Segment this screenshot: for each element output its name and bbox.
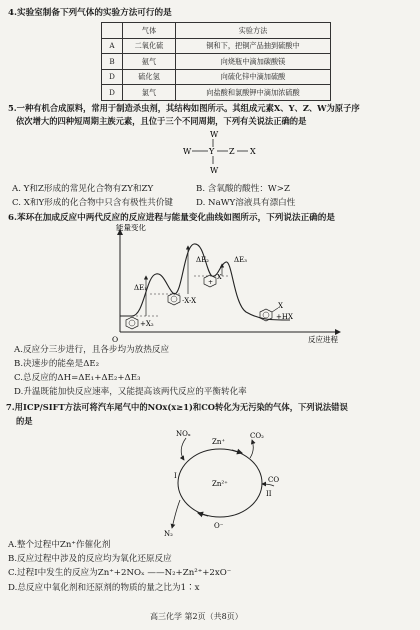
- struct-bottom-w: W: [210, 166, 219, 175]
- table-cell: 铜和下，把铜产品抽到硫酸中: [176, 38, 331, 54]
- q5-stem-line2: 依次增大的四种短周期主族元素，且位于三个不同周期，下列有关说法正确的是: [16, 116, 307, 126]
- node-n2: N₂: [164, 530, 173, 538]
- nox-in-arrow: [181, 438, 186, 460]
- n2-out-arrow: [172, 500, 180, 528]
- table-cell: 气体: [123, 23, 176, 39]
- struct-left-w: W: [183, 147, 192, 156]
- table-cell: 氨气: [123, 54, 176, 70]
- struct-z: Z: [229, 147, 235, 156]
- table-row: [102, 69, 331, 85]
- node-o-minus: O⁻: [214, 522, 224, 530]
- struct-center-y: Y: [209, 147, 215, 156]
- q5-option-a: A. Y和Z形成的常见化合物有ZY和ZY: [12, 184, 154, 194]
- table-row: [102, 23, 331, 39]
- product-x: X: [278, 302, 283, 310]
- q6-option-a: A.反应分三步进行，且各步均为放热反应: [14, 345, 170, 355]
- struct-x: X: [250, 147, 256, 156]
- q5-structure-diagram: [170, 128, 280, 178]
- node-co2: CO₂: [250, 432, 264, 440]
- intermediate-x-x: ·X-X: [182, 297, 197, 305]
- table-cell: D: [102, 85, 123, 101]
- q5-option-b: B. 含氧酸的酸性：W>Z: [196, 184, 290, 194]
- q4-table: [101, 22, 331, 101]
- q6-energy-diagram: [110, 224, 410, 344]
- q7-option-c: C.过程Ⅰ中发生的反应为Zn⁺+2NOₓ ——N₂+Zn²⁺+2xO⁻: [8, 568, 232, 578]
- table-row: [102, 85, 331, 101]
- table-cell: B: [102, 54, 123, 70]
- node-nox: NOₓ: [176, 430, 191, 438]
- q5-option-d: D. NaWY溶液具有漂白性: [196, 198, 296, 208]
- table-cell: 向烧瓶中滴加碳酸镁: [176, 54, 331, 70]
- step-1-label: I: [174, 472, 177, 480]
- table-cell: 氯气: [123, 85, 176, 101]
- q7-cycle-diagram: [150, 428, 290, 538]
- q7-option-d: D.总反应中氧化剂和还原剂的物质的量之比为1∶x: [8, 583, 200, 593]
- table-cell: 向盐酸和氯酸钾中滴加浓硫酸: [176, 85, 331, 101]
- q6-option-c: C.总反应的ΔH=ΔE₁+ΔE₂+ΔE₃: [14, 373, 141, 383]
- node-co: CO: [268, 476, 280, 484]
- svg-text:+: +: [208, 279, 214, 286]
- q4-stem: 4.实验室制备下列气体的实验方法可行的是: [8, 8, 172, 18]
- q5-stem-line1: 5.一种有机合成原料，常用于制造杀虫剂，其结构如图所示。其组成元素X、Y、Z、W为原子序: [8, 103, 360, 113]
- q6-option-b: B.决速步的能垒是ΔE₂: [14, 359, 100, 369]
- q7-option-b: B.反应过程中涉及的反应均为氧化还原反应: [8, 554, 172, 564]
- struct-top-w: W: [210, 130, 219, 139]
- co-in-arrow: [262, 484, 274, 486]
- y-axis-label: 能量变化: [116, 224, 146, 232]
- page-footer: 高三化学 第2页（共8页）: [150, 612, 243, 621]
- x-axis-label: 反应进程: [308, 335, 338, 344]
- de1-label: ΔE₁: [134, 284, 147, 292]
- q7-stem-line1: 7.用ICP/SIFT方法可将汽车尾气中的NOx(x≥1)和CO转化为无污染的气体，下列说法错误: [6, 402, 348, 412]
- table-cell: 硫化氢: [123, 69, 176, 85]
- de2-label: ΔE₂: [196, 256, 209, 264]
- table-row: [102, 54, 331, 70]
- q7-option-a: A.整个过程中Zn⁺作催化剂: [8, 540, 111, 550]
- table-cell: 二氧化硫: [123, 38, 176, 54]
- sigma-x: X: [217, 273, 222, 281]
- q6-option-d: D.升温既能加快反应速率，又能提高该两代反应的平衡转化率: [14, 387, 247, 397]
- table-cell: D: [102, 69, 123, 85]
- de3-label: ΔE₃: [234, 256, 247, 264]
- benzene-sigma-complex: [204, 275, 216, 287]
- q7-stem-line2: 的是: [16, 416, 33, 426]
- table-row: [102, 38, 331, 54]
- q6-stem: 6.苯环在加成反应中两代反应的反应进程与能量变化曲线如图所示，下列说法正确的是: [8, 213, 335, 223]
- node-zn-mid: Zn²⁺: [212, 480, 228, 488]
- co2-out-arrow: [250, 440, 253, 458]
- node-zn-top: Zn⁺: [212, 438, 226, 446]
- cycle-arrow: [232, 450, 242, 453]
- table-cell: 向硫化锌中滴加硫酸: [176, 69, 331, 85]
- benzene-pi-complex: [168, 293, 180, 305]
- cycle-arrow: [198, 513, 208, 516]
- benzene-reactant: [126, 317, 138, 329]
- reactant-x2: +X₂: [140, 320, 154, 328]
- q5-option-c: C. X和Y形成的化合物中只含有极性共价键: [12, 198, 174, 208]
- table-cell: A: [102, 38, 123, 54]
- table-cell: [102, 23, 123, 39]
- step-2-label: II: [266, 490, 272, 498]
- origin-label: O: [112, 335, 119, 344]
- product-hx: +HX: [276, 313, 293, 321]
- table-cell: 实验方法: [176, 23, 331, 39]
